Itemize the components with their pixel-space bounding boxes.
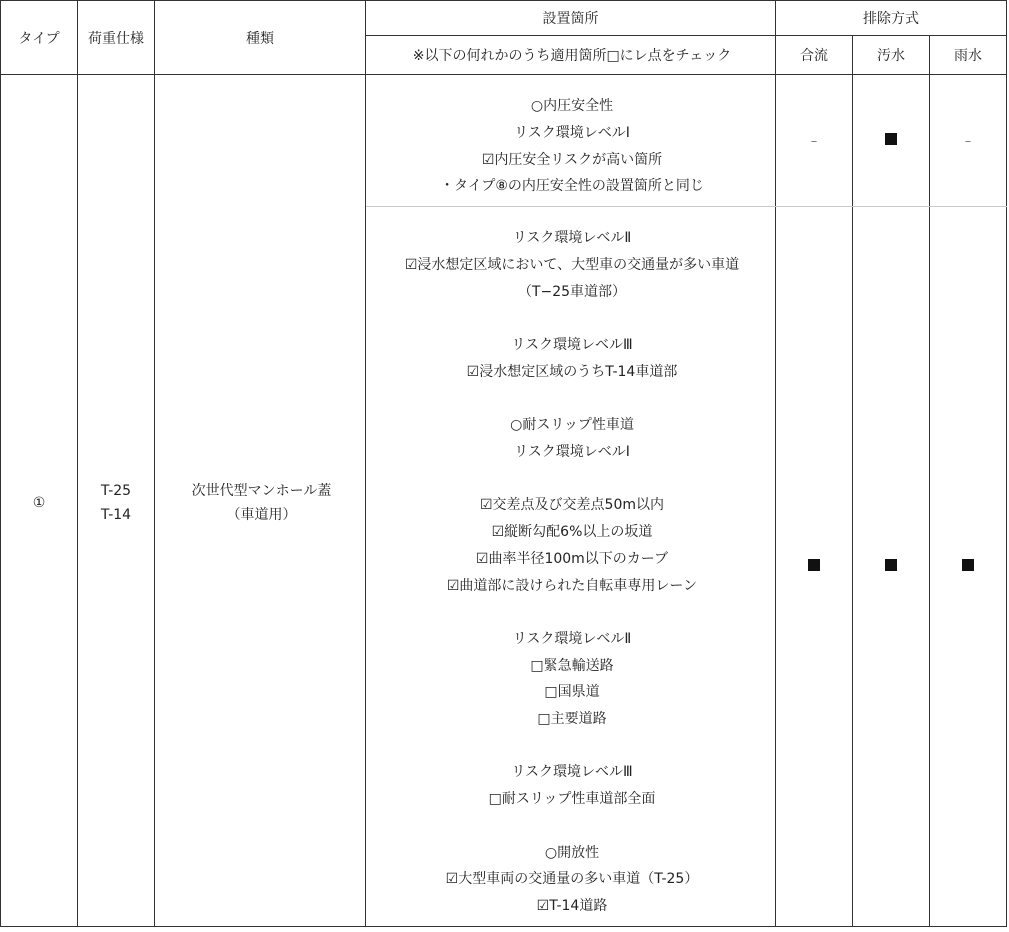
section-1-line: ・タイプ⑧の内圧安全性の設置箇所と同じ: [440, 178, 704, 195]
header-location-note: ※以下の何れかのうち適用箇所□にレ点をチェック: [366, 36, 776, 75]
section-2-line: （T−25車道部）: [517, 283, 627, 300]
sewage-mark-2: [885, 559, 897, 571]
combined-mark-1-cell: [776, 75, 853, 207]
header-sewage: 汚水: [853, 36, 930, 75]
rain-mark-1-cell: [930, 75, 1007, 207]
header-location: 設置箇所: [366, 1, 776, 36]
header-kind: 種類: [155, 1, 366, 75]
rain-mark-1: –: [964, 133, 972, 149]
section-1-line: ○内圧安全性: [530, 98, 614, 115]
header-drainage: 排除方式: [776, 1, 1007, 36]
section-2-line: ○開放性: [544, 844, 600, 861]
section-2-line: リスク環境レベルⅢ: [511, 337, 633, 354]
combined-mark-1: –: [810, 133, 818, 149]
location-section-1: [366, 75, 776, 207]
section-1-lines: [369, 81, 775, 200]
section-2-line: [369, 733, 775, 760]
combined-mark-2-cell: [776, 207, 853, 927]
section-2-line: [369, 599, 775, 626]
section-2-line: [369, 466, 775, 493]
location-section-2: [366, 207, 776, 927]
kind-cell: [155, 75, 366, 927]
section-2-line: リスク環境レベルⅠ: [514, 443, 630, 460]
combined-mark-2: [808, 559, 820, 571]
header-load-spec: 荷重仕様: [78, 1, 155, 75]
section-2-line: リスク環境レベルⅢ: [511, 764, 633, 781]
type-value: ①: [32, 494, 46, 511]
header-type: タイプ: [1, 1, 78, 75]
sewage-mark-1: [885, 133, 897, 145]
type-cell: [1, 75, 78, 927]
kind-line-2: （車道用）: [226, 506, 297, 523]
section-1-line: ☑内圧安全リスクが高い箇所: [481, 151, 663, 168]
section-2-line: ☑大型車両の交通量の多い車道（T-25）: [445, 871, 699, 888]
section-2-line: リスク環境レベルⅡ: [512, 230, 632, 247]
section-2-line: □緊急輸送路: [530, 657, 614, 674]
sewage-mark-2-cell: [853, 207, 930, 927]
section-2-line: ☑交差点及び交差点50m以内: [479, 497, 664, 514]
section-1-line: リスク環境レベルⅠ: [514, 124, 630, 141]
section-2-line: [369, 386, 775, 413]
section-2-line: ☑縦断勾配6%以上の坂道: [491, 524, 653, 541]
section-2-lines: [369, 213, 775, 919]
header-combined: 合流: [776, 36, 853, 75]
body-row-1: [1, 75, 1007, 207]
header-row-1: [1, 1, 1007, 36]
load-spec-2: T-14: [100, 506, 132, 523]
section-2-line: ☑T-14道路: [536, 897, 608, 914]
load-spec-1: T-25: [100, 482, 132, 499]
section-2-line: □国県道: [544, 684, 600, 701]
sewage-mark-1-cell: [853, 75, 930, 207]
section-2-line: □耐スリップ性車道部全面: [488, 791, 656, 808]
rain-mark-2: [962, 559, 974, 571]
section-2-line: リスク環境レベルⅡ: [512, 630, 632, 647]
rain-mark-2-cell: [930, 207, 1007, 927]
header-rain: 雨水: [930, 36, 1007, 75]
load-spec-cell: [78, 75, 155, 927]
section-2-line: ☑浸水想定区域において、大型車の交通量が多い車道: [404, 257, 740, 274]
section-2-line: ☑曲道部に設けられた自転車専用レーン: [446, 577, 698, 594]
section-2-line: ○耐スリップ性車道: [510, 417, 634, 434]
kind-line-1: 次世代型マンホール蓋: [191, 482, 332, 499]
section-2-line: [369, 813, 775, 840]
section-2-line: □主要道路: [537, 711, 607, 728]
section-2-line: [369, 305, 775, 332]
section-2-line: ☑浸水想定区域のうちT-14車道部: [466, 363, 678, 380]
section-2-line: ☑曲率半径100m以下のカーブ: [475, 550, 669, 567]
